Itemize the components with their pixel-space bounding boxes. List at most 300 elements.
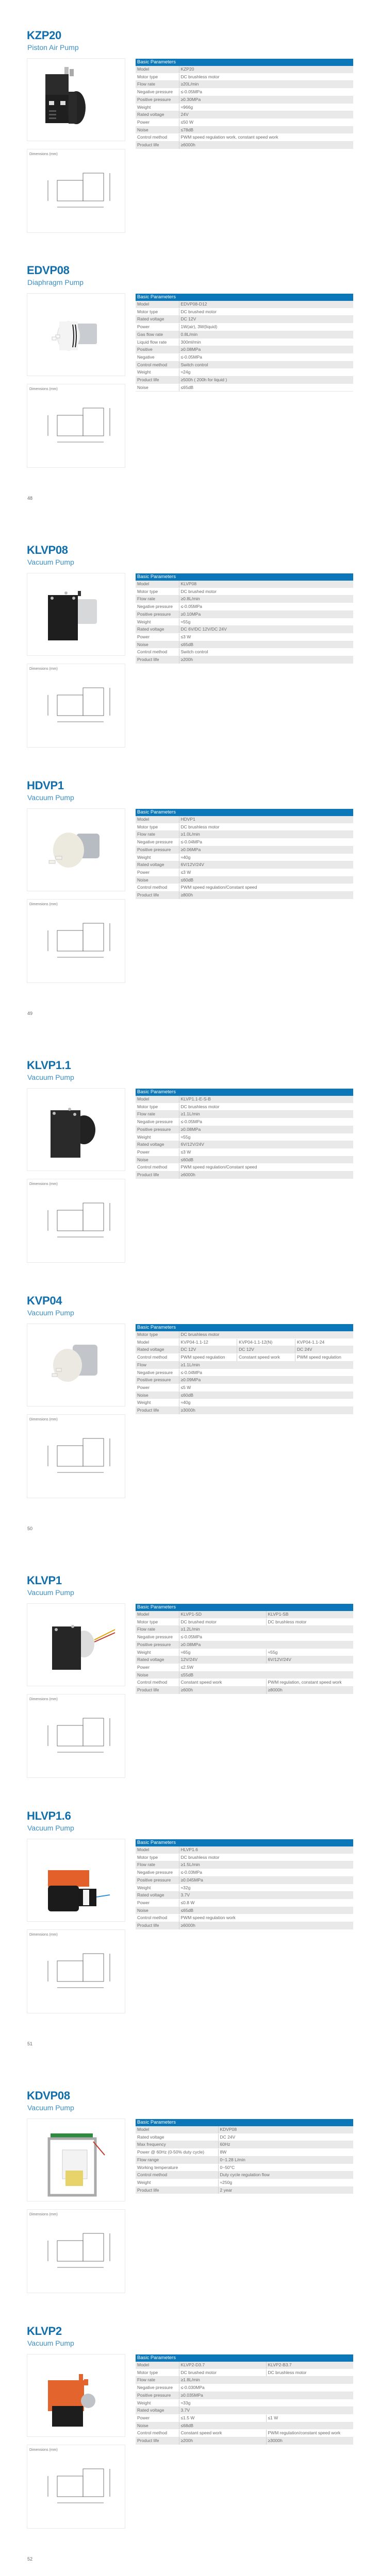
product-section	[0, 779, 380, 1006]
dimensions-drawing	[27, 2209, 125, 2293]
product-section	[0, 2325, 380, 2552]
param-label: Product life	[136, 377, 179, 384]
table-row	[136, 1164, 353, 1172]
table-row	[136, 2179, 353, 2187]
table-row	[136, 1172, 353, 1179]
param-value: ≤65dB	[179, 641, 353, 649]
param-label: Negative pressure	[136, 603, 179, 611]
table-row	[136, 1361, 353, 1369]
param-label: Motor type	[136, 588, 179, 596]
param-value: DC brushed motor	[179, 1618, 266, 1626]
param-label: Negative pressure	[136, 839, 179, 846]
param-value: ≥8000h	[266, 1687, 353, 1694]
param-label: Power	[136, 324, 179, 331]
param-label: Control method	[136, 1679, 179, 1687]
table-row	[136, 96, 353, 104]
basic-parameters-table	[136, 59, 353, 149]
param-value: Constant speed work	[179, 1679, 266, 1687]
param-label: Positive pressure	[136, 611, 179, 618]
param-value: HDVP1	[179, 816, 353, 823]
param-value: ≤3 W	[179, 1148, 353, 1156]
param-value: ≥0.30MPa	[179, 96, 353, 104]
product-title: HDVP1	[27, 779, 64, 792]
table-row	[136, 377, 353, 384]
table-header: Basic Parameters	[136, 294, 353, 301]
param-value: ≥1.2L/min	[179, 1626, 353, 1634]
param-value: 24V	[179, 111, 353, 119]
table-row	[136, 611, 353, 618]
param-value: ≥0.08MPa	[179, 1641, 353, 1649]
param-label: Model	[136, 816, 179, 823]
table-row	[136, 2377, 353, 2384]
dimensions-label: Dimensions (mm)	[29, 2213, 58, 2216]
table-header: Basic Parameters	[136, 2119, 353, 2126]
param-label: Gas flow rate	[136, 331, 179, 338]
table-row	[136, 346, 353, 354]
param-label: Flow rate	[136, 81, 179, 89]
table-row	[136, 1369, 353, 1377]
param-label: Model	[136, 66, 179, 73]
table-row	[136, 2164, 353, 2172]
table-row	[136, 384, 353, 392]
table-row	[136, 2141, 353, 2149]
table-row	[136, 142, 353, 149]
table-row	[136, 1156, 353, 1164]
param-value: ≤-0.04MPa	[179, 839, 353, 846]
table-row	[136, 2149, 353, 2157]
table-row	[136, 1111, 353, 1118]
param-value: PWM speed regulation	[179, 1354, 237, 1362]
param-label: Model	[136, 2362, 179, 2369]
product-title: KLVP1.1	[27, 1059, 71, 1072]
product-section	[0, 2090, 380, 2316]
param-value: ≤-0.05MPa	[179, 353, 353, 361]
param-label: Max frequency	[136, 2141, 218, 2149]
table-row	[136, 846, 353, 854]
param-label: Rated voltage	[136, 2133, 218, 2141]
param-label: Working temperature	[136, 2164, 218, 2172]
param-label: Weight	[136, 2179, 218, 2187]
page-number: 48	[27, 496, 33, 501]
table-header: Basic Parameters	[136, 2354, 353, 2362]
param-value: DC 24V	[218, 2133, 353, 2141]
table-row	[136, 118, 353, 126]
param-label: Control method	[136, 1914, 179, 1922]
table-row	[136, 1876, 353, 1884]
product-title: KLVP08	[27, 544, 68, 556]
table-header: Basic Parameters	[136, 1839, 353, 1846]
param-label: Power	[136, 118, 179, 126]
param-value: ≥1.1L/min	[179, 1361, 353, 1369]
param-value: ≤3 W	[179, 633, 353, 641]
table-row	[136, 816, 353, 823]
param-value: ≥200h	[179, 2437, 266, 2445]
table-row	[136, 1611, 353, 1618]
param-label: Rated voltage	[136, 111, 179, 119]
param-value: ≤-0.05MPa	[179, 1118, 353, 1126]
table-row	[136, 1377, 353, 1384]
product-type: Vacuum Pump	[27, 558, 74, 566]
param-label: Motor type	[136, 1618, 179, 1626]
param-label: Negative pressure	[136, 1118, 179, 1126]
table-row	[136, 1899, 353, 1907]
table-row	[136, 2399, 353, 2407]
table-row	[136, 301, 353, 308]
param-label: Model	[136, 1846, 179, 1854]
param-label: Weight	[136, 618, 179, 626]
table-row	[136, 2407, 353, 2415]
param-value: Switch control	[179, 361, 353, 369]
page-number: 50	[27, 1526, 33, 1531]
table-row	[136, 839, 353, 846]
param-value: PWM speed regulation	[295, 1354, 353, 1362]
param-label: Motor type	[136, 308, 179, 316]
param-label: Model	[136, 1611, 179, 1618]
param-label: Power	[136, 633, 179, 641]
table-row	[136, 2362, 353, 2369]
product-section	[0, 264, 380, 491]
param-value: EDVP08-D12	[179, 301, 353, 308]
param-label: Control method	[136, 1354, 179, 1362]
table-row	[136, 2156, 353, 2164]
param-label: Product life	[136, 1172, 179, 1179]
param-label: Control method	[136, 2172, 218, 2179]
basic-parameters-table	[136, 809, 353, 900]
product-photo	[27, 1088, 125, 1171]
param-value: 1W(air), 3W(liquid)	[179, 324, 353, 331]
param-label: Rated voltage	[136, 1656, 179, 1664]
param-label: Liquid flow rate	[136, 338, 179, 346]
table-row	[136, 1331, 353, 1338]
param-value: ≥3000h	[266, 2437, 353, 2445]
table-row	[136, 1141, 353, 1149]
param-value: ≥0.06MPa	[179, 846, 353, 854]
table-row	[136, 2430, 353, 2437]
param-value: PWM speed regulation/Constant speed	[179, 884, 353, 892]
table-row	[136, 1914, 353, 1922]
dimensions-label: Dimensions (mm)	[29, 2448, 58, 2452]
param-value: ≈40g	[179, 1399, 353, 1407]
param-label: Weight	[136, 369, 179, 377]
param-label: Motor type	[136, 1854, 179, 1861]
param-value: 0.8L/min	[179, 331, 353, 338]
param-label: Power	[136, 1664, 179, 1671]
param-value: DC brushless motor	[179, 73, 353, 81]
param-value: PWM regulation, constant speed work	[266, 1679, 353, 1687]
dimensions-label: Dimensions (mm)	[29, 1182, 58, 1186]
table-row	[136, 81, 353, 89]
param-label: Product life	[136, 142, 179, 149]
table-row	[136, 603, 353, 611]
param-value: DC brushless motor	[266, 2369, 353, 2377]
param-value: 6V/12V/24V	[179, 861, 353, 869]
param-value: ≈24g	[179, 369, 353, 377]
param-label: Weight	[136, 854, 179, 861]
product-title: KVP04	[27, 1294, 62, 1307]
table-row	[136, 588, 353, 596]
table-row	[136, 626, 353, 634]
basic-parameters-table	[136, 2119, 353, 2194]
product-photo	[27, 1839, 125, 1922]
product-section	[0, 1810, 380, 2037]
param-label: Flow rate	[136, 831, 179, 839]
table-row	[136, 1096, 353, 1103]
param-value: ≤60dB	[179, 1156, 353, 1164]
table-row	[136, 596, 353, 603]
product-photo	[27, 573, 125, 656]
param-value: PWM speed regulation work	[179, 1914, 353, 1922]
param-label: Negative pressure	[136, 2384, 179, 2392]
page-number: 49	[27, 1011, 33, 1016]
param-label: Control method	[136, 2430, 179, 2437]
param-value: ≤55dB	[179, 1671, 353, 1679]
param-value: ≤65dB	[179, 384, 353, 392]
param-label: Flow rate	[136, 2377, 179, 2384]
product-type: Vacuum Pump	[27, 1309, 74, 1317]
param-value: Switch control	[179, 649, 353, 656]
param-label: Weight	[136, 2399, 179, 2407]
param-value: ≤50 W	[179, 118, 353, 126]
dimensions-label: Dimensions (mm)	[29, 1698, 58, 1701]
product-title: EDVP08	[27, 264, 70, 277]
table-row	[136, 308, 353, 316]
param-label: Rated voltage	[136, 1892, 179, 1900]
product-type: Vacuum Pump	[27, 1073, 74, 1081]
table-row	[136, 1118, 353, 1126]
param-value: DC 24V	[295, 1346, 353, 1354]
table-row	[136, 331, 353, 338]
product-photo	[27, 2119, 125, 2201]
param-value: DC brushless motor	[179, 1854, 353, 1861]
product-type: Piston Air Pump	[27, 43, 79, 52]
table-row	[136, 89, 353, 96]
param-label: Noise	[136, 1392, 179, 1399]
param-label: Control method	[136, 884, 179, 892]
param-label: Positive pressure	[136, 1641, 179, 1649]
param-label: Weight	[136, 104, 179, 111]
param-value: DC brushed motor	[179, 2369, 266, 2377]
table-row	[136, 1664, 353, 1671]
product-photo	[27, 1603, 125, 1686]
basic-parameters-table	[136, 1839, 353, 1930]
table-row	[136, 1392, 353, 1399]
table-row	[136, 126, 353, 134]
param-label: Product life	[136, 1922, 179, 1930]
product-photo	[27, 58, 125, 141]
product-photo	[27, 808, 125, 891]
basic-parameters-table	[136, 294, 353, 392]
param-value: ≈250g	[218, 2179, 353, 2187]
param-label: Negative pressure	[136, 1869, 179, 1877]
table-row	[136, 884, 353, 892]
table-row	[136, 831, 353, 839]
param-label: Product life	[136, 1687, 179, 1694]
page-number: 51	[27, 2041, 33, 2046]
param-label: Power	[136, 1899, 179, 1907]
table-header: Basic Parameters	[136, 573, 353, 581]
param-label: Noise	[136, 1156, 179, 1164]
param-label: Motor type	[136, 2369, 179, 2377]
param-value: ≈55g	[266, 1649, 353, 1656]
table-row	[136, 1671, 353, 1679]
table-row	[136, 2172, 353, 2179]
param-value: PWM speed regulation/Constant speed	[179, 1164, 353, 1172]
param-value: KZP20	[179, 66, 353, 73]
param-value: 8W	[218, 2149, 353, 2157]
param-value: 12V/24V	[179, 1656, 266, 1664]
table-row	[136, 1641, 353, 1649]
table-row	[136, 1346, 353, 1354]
param-value: ≥0.08MPa	[179, 346, 353, 354]
param-label: Negative pressure	[136, 89, 179, 96]
param-value: ≥6000h	[179, 1172, 353, 1179]
param-value: ≈40g	[179, 854, 353, 861]
table-row	[136, 1354, 353, 1362]
product-type: Vacuum Pump	[27, 1588, 74, 1597]
param-label: Flow rate	[136, 1861, 179, 1869]
table-row	[136, 633, 353, 641]
param-label: Flow rate	[136, 1626, 179, 1634]
table-row	[136, 1656, 353, 1664]
dimensions-drawing	[27, 149, 125, 233]
param-label: Weight	[136, 1649, 179, 1656]
table-row	[136, 823, 353, 831]
param-value: KVP04-1.1-12	[179, 1338, 237, 1346]
product-title: KZP20	[27, 29, 61, 42]
param-value: ≤-0.05MPa	[179, 603, 353, 611]
param-value: DC 12V	[179, 1346, 237, 1354]
param-value: KLVP1.1-E-S-B	[179, 1096, 353, 1103]
param-value: ≥200h	[179, 656, 353, 664]
table-row	[136, 641, 353, 649]
param-value: DC 12V	[237, 1346, 295, 1354]
dimensions-drawing	[27, 1694, 125, 1778]
param-value: ≤-0.03MPa	[179, 1869, 353, 1877]
table-row	[136, 876, 353, 884]
basic-parameters-table	[136, 1089, 353, 1179]
product-title: KLVP2	[27, 2325, 62, 2337]
param-value: KLVP08	[179, 581, 353, 588]
param-value: DC brushless motor	[179, 1331, 353, 1338]
param-value: ≤68dB	[179, 2422, 353, 2430]
table-row	[136, 2369, 353, 2377]
param-label: Product life	[136, 1407, 179, 1415]
product-title: KLVP1	[27, 1574, 62, 1587]
param-label: Control method	[136, 134, 179, 142]
table-row	[136, 338, 353, 346]
param-label: Positive pressure	[136, 846, 179, 854]
param-value: 3.7V	[179, 2407, 353, 2415]
table-header: Basic Parameters	[136, 1324, 353, 1331]
table-row	[136, 656, 353, 664]
param-value: ≈32g	[179, 1884, 353, 1892]
param-value: 6V/12V/24V	[179, 1141, 353, 1149]
param-value: KVP04-1.1-24	[295, 1338, 353, 1346]
table-row	[136, 324, 353, 331]
table-row	[136, 1854, 353, 1861]
param-value: ≤1 W	[266, 2414, 353, 2422]
param-value: DC brushless motor	[179, 823, 353, 831]
table-row	[136, 1126, 353, 1133]
param-label: Control method	[136, 1164, 179, 1172]
table-row	[136, 1869, 353, 1877]
param-value: ≤1.5 W	[179, 2414, 266, 2422]
param-label: Positive pressure	[136, 1876, 179, 1884]
table-row	[136, 861, 353, 869]
product-photo	[27, 293, 125, 376]
dimensions-drawing	[27, 899, 125, 983]
table-row	[136, 104, 353, 111]
param-value: ≥1.8L/min	[179, 2377, 353, 2384]
table-row	[136, 316, 353, 324]
param-label: Product life	[136, 656, 179, 664]
table-row	[136, 1861, 353, 1869]
param-value: ≤0.8 W	[179, 1899, 353, 1907]
param-label: Noise	[136, 1907, 179, 1914]
table-row	[136, 869, 353, 876]
param-value: PWM regulation/constant speed work	[266, 2430, 353, 2437]
param-label: Noise	[136, 641, 179, 649]
table-row	[136, 73, 353, 81]
param-label: Product life	[136, 2187, 218, 2194]
param-value: ≥3000h	[179, 1407, 353, 1415]
param-value: 60Hz	[218, 2141, 353, 2149]
param-value: ≥1.1L/min	[179, 1111, 353, 1118]
table-row	[136, 854, 353, 861]
param-label: Positive pressure	[136, 1377, 179, 1384]
table-row	[136, 1399, 353, 1407]
param-value: DC 12V	[179, 316, 353, 324]
param-value: ≤78dB	[179, 126, 353, 134]
param-value: ≤60dB	[179, 1392, 353, 1399]
table-row	[136, 1649, 353, 1656]
param-label: Flow rate	[136, 1111, 179, 1118]
param-label: Product life	[136, 2437, 179, 2445]
table-row	[136, 1922, 353, 1930]
param-label: Weight	[136, 1884, 179, 1892]
param-label: Noise	[136, 1671, 179, 1679]
param-value: 0~1.28 L/min	[218, 2156, 353, 2164]
param-value: DC brushed motor	[179, 308, 353, 316]
param-value: ≈55g	[179, 618, 353, 626]
table-row	[136, 1103, 353, 1111]
param-value: ≤-0.04MPa	[179, 1369, 353, 1377]
param-label: Noise	[136, 2422, 179, 2430]
table-header: Basic Parameters	[136, 1604, 353, 1611]
table-header: Basic Parameters	[136, 59, 353, 66]
table-header: Basic Parameters	[136, 1089, 353, 1096]
param-value: HLVP1.6	[179, 1846, 353, 1854]
product-photo	[27, 2354, 125, 2437]
table-row	[136, 1907, 353, 1914]
table-row	[136, 1892, 353, 1900]
param-value: DC brushless motor	[266, 1618, 353, 1626]
param-label: Model	[136, 581, 179, 588]
product-type: Vacuum Pump	[27, 2104, 74, 2112]
param-value: ≈55g	[179, 1133, 353, 1141]
dimensions-label: Dimensions (mm)	[29, 152, 58, 156]
param-value: Duty cycle regulation flow	[218, 2172, 353, 2179]
page-number: 52	[27, 2556, 33, 2562]
table-row	[136, 1884, 353, 1892]
table-row	[136, 2422, 353, 2430]
param-label: Power @ 60Hz (0-50% duty cycle)	[136, 2149, 218, 2157]
table-row	[136, 2392, 353, 2399]
table-row	[136, 2187, 353, 2194]
table-row	[136, 2384, 353, 2392]
table-row	[136, 1338, 353, 1346]
param-value: ≤5 W	[179, 1384, 353, 1392]
